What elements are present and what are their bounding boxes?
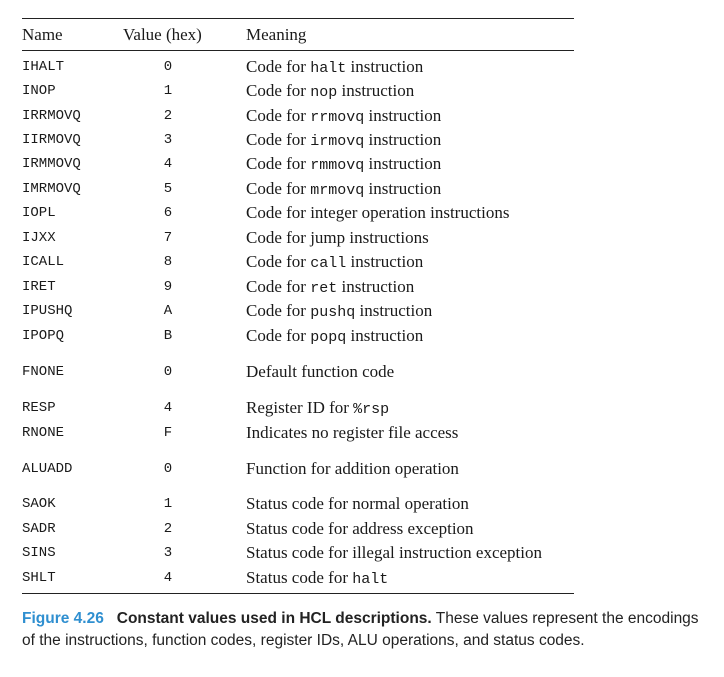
constant-value: A: [163, 303, 173, 319]
constant-name: SINS: [22, 545, 56, 561]
meaning-text: Code for: [246, 106, 311, 125]
meaning-code: call: [310, 255, 347, 272]
constant-value: B: [163, 328, 173, 344]
constant-value: 0: [163, 59, 173, 75]
constant-meaning: [246, 421, 458, 445]
meaning-text: Status code for address exception: [246, 519, 474, 538]
constant-name: INOP: [22, 83, 56, 99]
constant-name: IOPL: [22, 205, 56, 221]
constant-value: 7: [163, 230, 173, 246]
constant-meaning: [246, 492, 469, 516]
constant-name: SADR: [22, 521, 56, 537]
meaning-text: Function for addition operation: [246, 459, 459, 478]
constant-name: IMRMOVQ: [22, 181, 81, 197]
constant-name: SHLT: [22, 570, 56, 586]
meaning-text: Code for: [246, 81, 311, 100]
constant-value: 6: [163, 205, 173, 221]
constant-name: RESP: [22, 400, 56, 416]
table-top-rule: [22, 18, 574, 19]
meaning-text-suffix: instruction: [346, 326, 424, 345]
meaning-text-suffix: instruction: [364, 130, 442, 149]
constant-value: 3: [163, 132, 173, 148]
meaning-code: %rsp: [353, 401, 390, 418]
constant-value: 0: [163, 364, 173, 380]
meaning-text-suffix: instruction: [337, 277, 415, 296]
meaning-code: rrmovq: [310, 109, 365, 126]
meaning-code: halt: [310, 60, 347, 77]
constant-meaning: [246, 324, 423, 350]
meaning-code: pushq: [310, 304, 356, 321]
meaning-text: Indicates no register file access: [246, 423, 459, 442]
header-name: Name: [22, 25, 63, 44]
constant-value: 8: [163, 254, 173, 270]
meaning-text: Code for jump instructions: [246, 228, 429, 247]
constant-value: 2: [163, 521, 173, 537]
constant-meaning: [246, 226, 429, 250]
meaning-text: Code for: [246, 277, 311, 296]
meaning-text: Code for integer operation instructions: [246, 203, 510, 222]
constant-value: 5: [163, 181, 173, 197]
meaning-code: mrmovq: [310, 182, 365, 199]
meaning-text: Status code for: [246, 568, 353, 587]
constant-name: RNONE: [22, 425, 65, 441]
meaning-text: Code for: [246, 154, 311, 173]
meaning-text: Code for: [246, 301, 311, 320]
constant-name: ALUADD: [22, 461, 73, 477]
constant-value: 0: [163, 461, 173, 477]
meaning-text-suffix: instruction: [346, 57, 424, 76]
meaning-text: Code for: [246, 130, 311, 149]
constant-name: IIRMOVQ: [22, 132, 81, 148]
constant-name: IHALT: [22, 59, 65, 75]
meaning-text: Register ID for: [246, 398, 354, 417]
meaning-text: Code for: [246, 57, 311, 76]
meaning-text-suffix: instruction: [364, 154, 442, 173]
constant-meaning: [246, 55, 423, 81]
constant-meaning: [246, 275, 414, 301]
header-meaning: Meaning: [246, 25, 307, 44]
constant-name: SAOK: [22, 496, 56, 512]
constant-value: 4: [163, 570, 173, 586]
constant-meaning: [246, 517, 474, 541]
constant-meaning: [246, 541, 542, 565]
meaning-text: Code for: [246, 252, 311, 271]
constant-name: IRRMOVQ: [22, 108, 81, 124]
meaning-text: Code for: [246, 179, 311, 198]
constant-value: 3: [163, 545, 173, 561]
meaning-text: Code for: [246, 326, 311, 345]
constant-name: FNONE: [22, 364, 65, 380]
constant-name: IPOPQ: [22, 328, 65, 344]
constant-value: 9: [163, 279, 173, 295]
table-header-rule: [22, 50, 574, 51]
meaning-text-suffix: instruction: [337, 81, 415, 100]
constant-meaning: [246, 201, 509, 225]
meaning-code: irmovq: [310, 133, 365, 150]
constant-meaning: [246, 152, 441, 178]
figure-text: These values represent the encodings of the instructions, function codes, register IDs, ALU operations, and status codes.: [22, 610, 699, 649]
meaning-text-suffix: instruction: [364, 106, 442, 125]
table-bottom-rule: [22, 593, 574, 594]
meaning-text: Status code for normal operation: [246, 494, 469, 513]
constant-meaning: [246, 177, 441, 203]
constant-value: 1: [163, 496, 173, 512]
constant-name: IPUSHQ: [22, 303, 73, 319]
constant-meaning: [246, 396, 389, 422]
constant-value: 2: [163, 108, 173, 124]
constant-meaning: [246, 250, 423, 276]
meaning-code: nop: [310, 84, 338, 101]
figure-label: Figure 4.26: [22, 610, 104, 627]
constant-name: ICALL: [22, 254, 65, 270]
constant-meaning: [246, 79, 414, 105]
header-value: Value (hex): [123, 25, 202, 44]
constant-meaning: [246, 566, 388, 592]
constant-name: IRET: [22, 279, 56, 295]
meaning-text-suffix: instruction: [355, 301, 433, 320]
meaning-text: Default function code: [246, 362, 395, 381]
constant-meaning: [246, 360, 394, 384]
constant-meaning: [246, 299, 432, 325]
constant-meaning: [246, 128, 441, 154]
meaning-code: ret: [310, 280, 338, 297]
constant-meaning: [246, 104, 441, 130]
constant-name: IRMMOVQ: [22, 156, 81, 172]
constant-value: 4: [163, 400, 173, 416]
constant-name: IJXX: [22, 230, 56, 246]
meaning-code: halt: [352, 571, 389, 588]
meaning-code: popq: [310, 329, 347, 346]
meaning-text-suffix: instruction: [346, 252, 424, 271]
meaning-text-suffix: instruction: [364, 179, 442, 198]
meaning-text: Status code for illegal instruction exception: [246, 543, 543, 562]
constant-value: 4: [163, 156, 173, 172]
constant-value: 1: [163, 83, 173, 99]
constant-meaning: [246, 457, 459, 481]
figure-caption: [22, 608, 702, 652]
constant-value: F: [163, 425, 173, 441]
figure-title: Constant values used in HCL descriptions.: [116, 610, 432, 627]
meaning-code: rmmovq: [310, 157, 365, 174]
